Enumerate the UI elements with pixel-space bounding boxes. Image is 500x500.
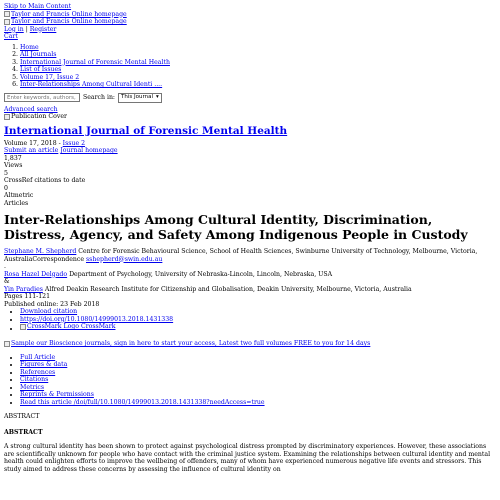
- chevron-down-icon: ▾: [156, 93, 159, 100]
- tab-references[interactable]: References: [20, 368, 56, 376]
- author-1-email-link[interactable]: sshepherd@swin.edu.au: [86, 255, 163, 263]
- article-title: Inter-Relationships Among Cultural Identity, Discrimination, Distress, Agency, and Safety Among Indigenous People in Custody: [4, 212, 468, 242]
- advanced-search-link[interactable]: Advanced search: [4, 105, 58, 113]
- broken-image-icon: [4, 19, 10, 25]
- journal-title-link[interactable]: International Journal of Forensic Mental Health: [4, 124, 288, 137]
- breadcrumb-item: [20, 44, 496, 52]
- broken-image-icon: [4, 341, 10, 347]
- list-item: [20, 369, 496, 377]
- breadcrumb-item: [20, 51, 496, 59]
- register-link[interactable]: Register: [29, 25, 57, 33]
- tab-citations[interactable]: Citations: [20, 376, 49, 384]
- login-link[interactable]: Log in: [4, 25, 24, 33]
- breadcrumb-issue[interactable]: Volume 17, Issue 2: [20, 73, 80, 81]
- list-item: [20, 308, 496, 316]
- broken-image-icon: [4, 11, 10, 17]
- logo-alt-text: Taylor and Francis Online homepage: [11, 18, 127, 25]
- promo-banner-link[interactable]: [4, 340, 496, 348]
- doi-link[interactable]: https://doi.org/10.1080/14999013.2018.1431338: [20, 315, 174, 323]
- breadcrumb-all-journals[interactable]: All Journals: [20, 51, 57, 58]
- download-citation-link[interactable]: Download citation: [20, 308, 78, 315]
- abstract-heading: ABSTRACT: [4, 428, 43, 436]
- list-item: [20, 361, 496, 369]
- list-item: [20, 391, 496, 399]
- crossref-count: 5: [4, 169, 8, 177]
- breadcrumb-item: [20, 66, 496, 74]
- publication-cover: [4, 113, 496, 121]
- volume-info: [4, 140, 496, 148]
- author-2-affiliation: Department of Psychology, University of Nebraska-Lincoln, Lincoln, Nebraska, USA: [69, 270, 333, 278]
- journal-title-heading: [4, 125, 496, 138]
- altmetric-label: Altmetric: [4, 192, 34, 199]
- search-bar: [4, 93, 496, 103]
- published-date: Published online: 23 Feb 2018: [4, 300, 100, 308]
- tab-full-article[interactable]: Full Article: [20, 353, 56, 361]
- breadcrumb-home[interactable]: Home: [20, 43, 39, 51]
- search-scope-select[interactable]: [118, 93, 162, 103]
- tab-metrics[interactable]: Metrics: [20, 383, 45, 391]
- views-label: Views: [4, 162, 23, 169]
- views-count: 1,837: [4, 154, 22, 162]
- crossmark-link[interactable]: [20, 323, 115, 331]
- author-1: [4, 248, 494, 263]
- tab-reprints-permissions[interactable]: Reprints & Permissions: [20, 391, 94, 399]
- breadcrumb: [4, 44, 496, 89]
- breadcrumb-article[interactable]: Inter-Relationships Among Cultural Identi ....: [20, 81, 163, 88]
- list-item: [20, 376, 496, 384]
- account-links: [4, 26, 496, 34]
- page-content: [4, 3, 496, 473]
- logo-link-1[interactable]: [4, 11, 496, 19]
- breadcrumb-list-of-issues[interactable]: List of Issues: [20, 66, 62, 73]
- search-in-label: Search in:: [83, 93, 116, 101]
- separator: |: [25, 25, 28, 33]
- article-type: Articles: [4, 199, 29, 207]
- search-input[interactable]: [4, 93, 80, 102]
- author-separator: &: [4, 278, 10, 285]
- read-article-link[interactable]: Read this article /doi/full/10.1080/14999013.2018.1431338?needAccess=true: [20, 398, 265, 406]
- author-1-link[interactable]: Stephane M. Shepherd: [4, 248, 77, 255]
- search-scope-value: This Journal: [121, 93, 154, 100]
- breadcrumb-item: [20, 59, 496, 67]
- list-item: [20, 384, 496, 392]
- breadcrumb-journal[interactable]: International Journal of Forensic Mental Health: [20, 58, 170, 66]
- author-3-affiliation: Alfred Deakin Research Institute for Citizenship and Globalisation, Deakin University, Melbourne, Victoria, Australia: [44, 285, 412, 293]
- article-nav: [4, 354, 496, 407]
- author-1-affiliation: Centre for Forensic Behavioural Science, School of Health Sciences, Swinburne University of Technology, Melbourne, Victoria, AustraliaCorrespondence: [4, 248, 478, 263]
- broken-image-icon: [20, 324, 26, 330]
- cart-link[interactable]: Cart: [4, 33, 18, 40]
- author-separator: .: [4, 263, 6, 270]
- list-item: [20, 316, 496, 324]
- journal-actions: [4, 147, 496, 155]
- abstract-label: ABSTRACT: [4, 413, 40, 421]
- list-item: [20, 323, 496, 332]
- pages-info: Pages 111-121: [4, 293, 51, 300]
- submit-article-link[interactable]: Submit an article: [4, 147, 59, 154]
- logo-link-2[interactable]: [4, 18, 496, 26]
- list-item: [20, 354, 496, 362]
- altmetric-count: 0: [4, 184, 8, 192]
- journal-homepage-link[interactable]: Journal homepage: [60, 147, 118, 154]
- cover-alt-text: Publication Cover: [11, 113, 67, 120]
- list-item: [20, 399, 496, 407]
- skip-to-main-link[interactable]: Skip to Main Content: [4, 3, 72, 10]
- banner-alt-text: Sample our Bioscience journals, sign in here to start your access, Latest two full volumes FREE to you for 14 days: [11, 340, 371, 348]
- broken-image-icon: [4, 114, 10, 120]
- author-3: [4, 286, 496, 294]
- author-3-link[interactable]: Yin Paradies: [4, 285, 43, 293]
- tab-figures-data[interactable]: Figures & data: [20, 361, 68, 369]
- article-tools-list: [4, 308, 496, 332]
- author-2: [4, 271, 496, 279]
- logo-alt-text: Taylor and Francis Online homepage: [11, 10, 127, 18]
- breadcrumb-item: [20, 81, 496, 89]
- issue-link[interactable]: Issue 2: [62, 139, 86, 147]
- crossref-label: CrossRef citations to date: [4, 177, 86, 184]
- abstract-text: A strong cultural identity has been shown to protect against psychological distress prompted by discriminatory experiences. However, these associations are scientifically unknown for people who have contact with the criminal justice system. Examining the relationships between cultural identity and mental health could enlighten efforts to improve the wellbeing of offenders, many of whom have experienced numerous negative life events and stressors. This study aimed to address these concerns by assessing the influence of cultural identity on: [4, 443, 491, 473]
- author-2-link[interactable]: Rosa Hazel Delgado: [4, 270, 68, 278]
- crossmark-text: • CrossMark Logo CrossMark: [27, 323, 116, 330]
- breadcrumb-item: [20, 74, 496, 82]
- volume-text: Volume 17, 2018 -: [4, 139, 61, 147]
